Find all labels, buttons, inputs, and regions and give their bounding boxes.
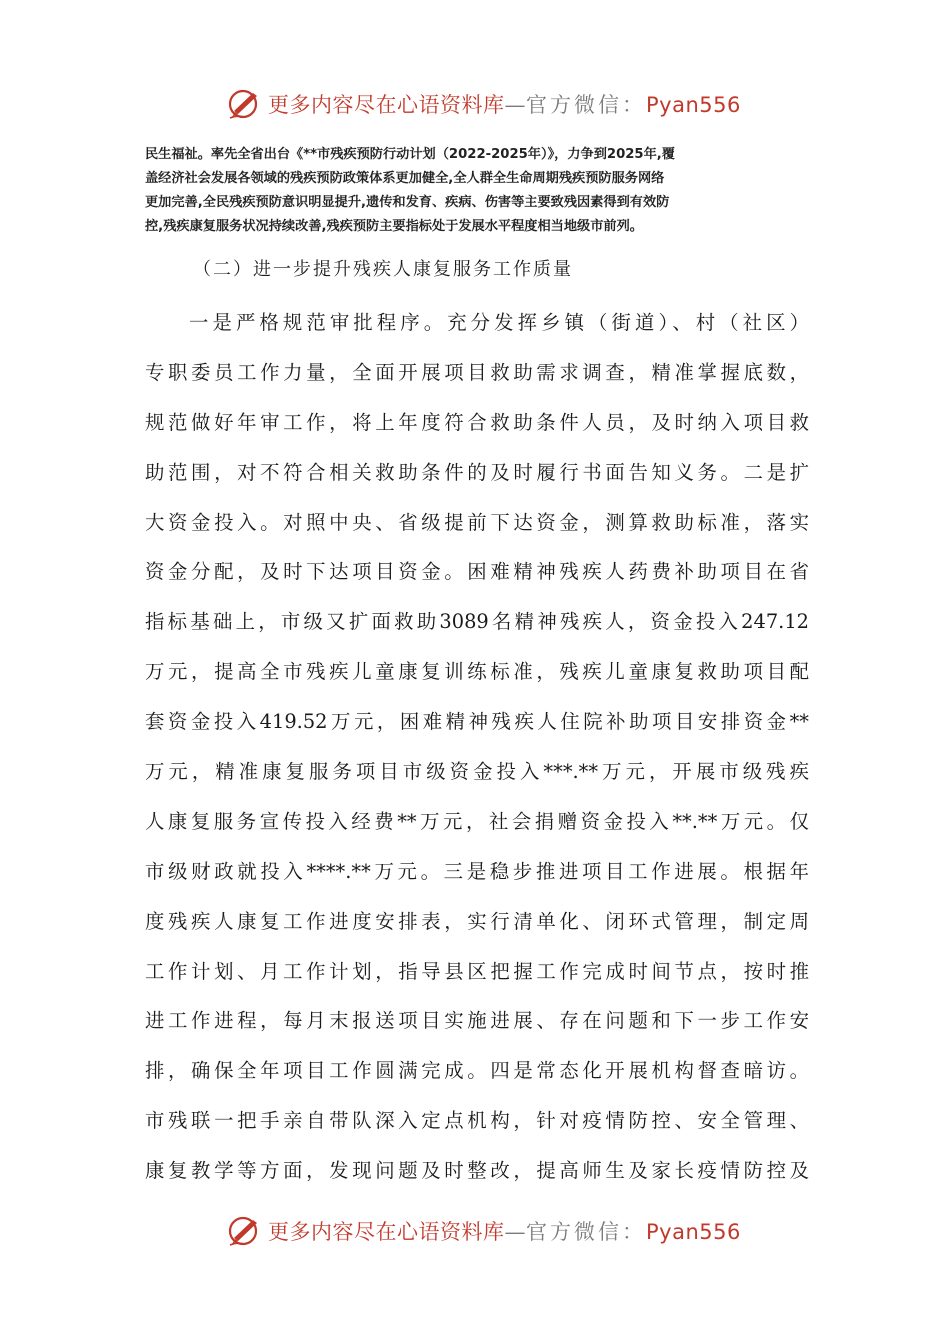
pen-logo-icon	[228, 87, 262, 121]
body-line: 工作计划、月工作计划，指导县区把握工作完成时间节点，按时推	[145, 959, 809, 983]
footer-watermark	[228, 1211, 748, 1251]
body-line: 专职委员工作力量，全面开展项目救助需求调查，精准掌握底数，	[145, 360, 809, 384]
intro-line: 民生福祉。率先全省出台《**市残疾预防行动计划（2022-2025年）》，力争到2025年,覆	[145, 147, 675, 162]
intro-paragraph	[145, 143, 807, 239]
body-line: 指标基础上，市级又扩面救助3089名精神残疾人，资金投入247.12	[145, 610, 809, 634]
body-line: 市残联一把手亲自带队深入定点机构，针对疫情防控、安全管理、	[145, 1109, 809, 1133]
body-line: 套资金投入419.52万元，困难精神残疾人住院补助项目安排资金**	[145, 710, 809, 734]
body-line: 万元，精准康复服务项目市级资金投入***.**万元，开展市级残疾	[145, 760, 809, 784]
watermark-prefix: 更多内容尽在心语资料库	[268, 93, 505, 117]
body-line: 市级财政就投入****.**万元。三是稳步推进项目工作进展。根据年	[145, 859, 809, 883]
watermark-label: 官方微信：	[526, 1220, 646, 1244]
body-line: 大资金投入。对照中央、省级提前下达资金，测算救助标准，落实	[145, 510, 809, 534]
body-line: 排，确保全年项目工作圆满完成。四是常态化开展机构督查暗访。	[145, 1059, 809, 1083]
body-line: 康复教学等方面，发现问题及时整改，提高师生及家长疫情防控及	[145, 1159, 809, 1183]
watermark-text	[268, 89, 741, 119]
watermark-wechat-id: Pyan556	[646, 93, 741, 117]
intro-line: 控,残疾康复服务状况持续改善,残疾预防主要指标处于发展水平程度相当地级市前列。	[145, 219, 643, 234]
pen-logo-icon	[228, 1214, 262, 1248]
body-line: 资金分配，及时下达项目资金。困难精神残疾人药费补助项目在省	[145, 560, 809, 584]
body-line: 人康复服务宣传投入经费**万元，社会捐赠资金投入**.**万元。仅	[145, 809, 809, 833]
body-paragraph	[145, 298, 809, 1196]
watermark-dash: —	[504, 1220, 526, 1244]
body-line: 进工作进程，每月末报送项目实施进展、存在问题和下一步工作安	[145, 1009, 809, 1033]
body-line: 助范围，对不符合相关救助条件的及时履行书面告知义务。二是扩	[145, 460, 809, 484]
intro-line: 更加完善,全民残疾预防意识明显提升,遗传和发育、疾病、伤害等主要致残因素得到有效防	[145, 195, 670, 210]
watermark-wechat-id: Pyan556	[646, 1220, 741, 1244]
watermark-text	[268, 1216, 741, 1246]
watermark-prefix: 更多内容尽在心语资料库	[268, 1220, 505, 1244]
body-line: 万元，提高全市残疾儿童康复训练标准，残疾儿童康复救助项目配	[145, 660, 809, 684]
watermark-label: 官方微信：	[526, 93, 646, 117]
header-watermark	[228, 84, 748, 124]
intro-line: 盖经济社会发展各领域的残疾预防政策体系更加健全,全人群全生命周期残疾预防服务网络	[145, 171, 665, 186]
watermark-dash: —	[504, 93, 526, 117]
body-line: 度残疾人康复工作进度安排表，实行清单化、闭环式管理，制定周	[145, 909, 809, 933]
section-heading: （二）进一步提升残疾人康复服务工作质量	[193, 259, 573, 280]
body-line: 一是严格规范审批程序。充分发挥乡镇（街道）、村（社区）	[189, 311, 809, 334]
body-line: 规范做好年审工作，将上年度符合救助条件人员，及时纳入项目救	[145, 410, 809, 434]
